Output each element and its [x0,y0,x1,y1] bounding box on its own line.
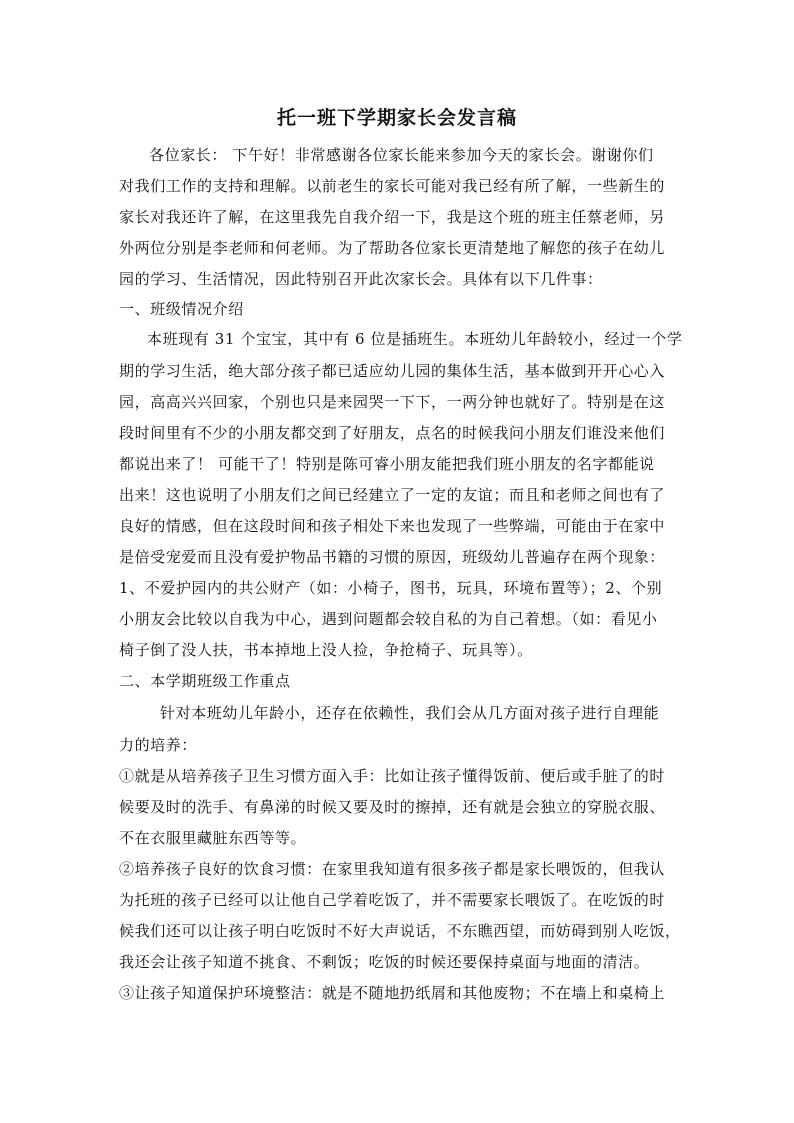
paragraph-line: 都说出来了！ 可能干了！特别是陈可睿小朋友能把我们班小朋友的名字都能说 [119,455,655,473]
document-title: 托一班下学期家长会发言稿 [276,107,517,129]
paragraph-line: 对我们工作的支持和理解。以前老生的家长可能对我已经有所了解，一些新生的 [119,177,666,195]
paragraph-line: 为托班的孩子已经可以让他自己学着吃饭了，并不需要家长喂饭了。在吃饭的时 [119,891,666,909]
paragraph-line: 候我们还可以让孩子明白吃饭时不好大声说话，不东瞧西望，而妨碍到别人吃饭， [119,922,681,940]
paragraph-line: 是倍受宠爱而且没有爱护物品书籍的习惯的原因，班级幼儿普遍存在两个现象： [119,548,666,566]
paragraph-line: 我还会让孩子知道不挑食、不剩饭；吃饭的时候还要保持桌面与地面的清洁。 [119,953,650,971]
paragraph-line: 小朋友会比较以自我为中心，遇到问题都会较自私的为自己着想。（如：看见小 [119,610,658,628]
paragraph-line: 出来！这也说明了小朋友们之间已经建立了一定的友谊；而且和老师之间也有了 [119,486,666,504]
section-heading: 二、本学期班级工作重点 [119,672,291,690]
paragraph-line: 本班现有 31 个宝宝，其中有 6 位是插班生。本班幼儿年龄较小，经过一个学 [147,330,683,348]
paragraph-line: 力的培养： [119,736,198,754]
paragraph-line: 园，高高兴兴回家，个别也只是来园哭一下下，一两分钟也就好了。特别是在这 [119,393,666,411]
paragraph-line: 段时间里有不少的小朋友都交到了好朋友，点名的时候我问小朋友们谁没来他们 [119,424,666,442]
paragraph-line: 1、不爱护园内的共公财产（如：小椅子，图书，玩具，环境布置等）；2、个别 [119,579,663,597]
paragraph-line: 家长对我还许了解，在这里我先自我介绍一下，我是这个班的班主任蔡老师，另 [119,208,666,226]
paragraph-line: 候要及时的洗手、有鼻涕的时候又要及时的擦掉，还有就是会独立的穿脱衣服、 [119,798,666,816]
paragraph-line: 针对本班幼儿年龄小，还存在依赖性，我们会从几方面对孩子进行自理能 [160,704,660,722]
paragraph-line: 椅子倒了没人扶，书本掉地上没人捡，争抢椅子、玩具等）。 [119,641,533,659]
paragraph-line: ③让孩子知道保护环境整洁：就是不随地扔纸屑和其他废物；不在墙上和桌椅上 [119,984,666,1002]
paragraph-line: 期的学习生活，绝大部分孩子都已适应幼儿园的集体生活，基本做到开开心心入 [119,362,666,380]
paragraph-line: ②培养孩子良好的饮食习惯：在家里我知道有很多孩子都是家长喂饭的，但我认 [119,860,666,878]
paragraph-line: 园的学习、生活情况，因此特别召开此次家长会。具体有以下几件事： [119,270,603,288]
paragraph-line: ①就是从培养孩子卫生习惯方面入手：比如让孩子懂得饭前、便后或手脏了的时 [119,767,666,785]
paragraph-line: 不在衣服里藏脏东西等等。 [119,829,307,847]
paragraph-line: 外两位分别是李老师和何老师。为了帮助各位家长更清楚地了解您的孩子在幼儿 [119,239,666,257]
paragraph-line: 各位家长： 下午好！非常感谢各位家长能来参加今天的家长会。谢谢你们 [149,146,654,164]
paragraph-line: 良好的情感，但在这段时间和孩子相处下来也发现了一些弊端，可能由于在家中 [119,517,666,535]
section-heading: 一、班级情况介绍 [119,300,244,318]
